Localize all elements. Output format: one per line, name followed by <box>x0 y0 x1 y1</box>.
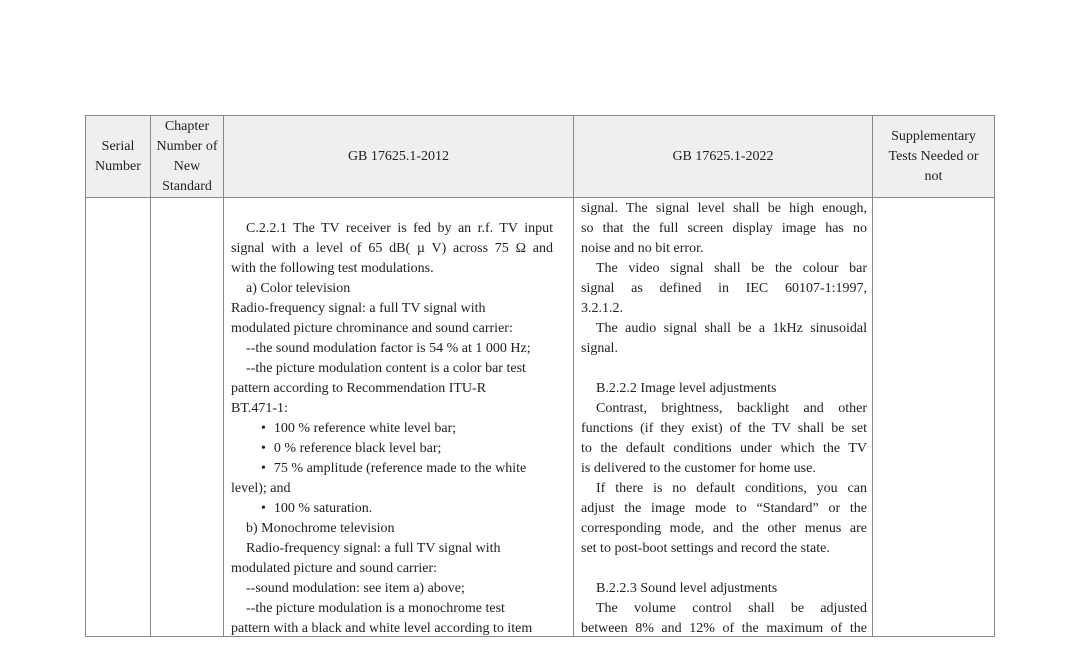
blank-line <box>581 359 867 379</box>
header-gb-2012: GB 17625.1-2012 <box>224 116 573 197</box>
header-chapter-number: Chapter Number of New Standard <box>151 116 223 197</box>
text-line: with the following test modulations. <box>231 261 434 276</box>
text-line: signal. The signal level shall be high enough, <box>581 201 867 216</box>
text-line: b) Monochrome television <box>246 521 395 536</box>
text-line: modulated picture chrominance and sound carrier: <box>231 321 513 336</box>
header-divider <box>86 197 994 198</box>
section-heading: B.2.2.2 Image level adjustments <box>596 381 777 396</box>
text-line: --the picture modulation is a monochrome test <box>246 601 505 616</box>
text-line: between 8% and 12% of the maximum of the <box>581 621 867 636</box>
bullet-item: • 75 % amplitude (reference made to the white <box>231 459 553 479</box>
text-line: signal. <box>581 341 618 356</box>
text-line: a) Color television <box>246 281 351 296</box>
text-line: pattern according to Recommendation ITU-R <box>231 381 487 396</box>
text-line: The audio signal shall be a 1kHz sinusoidal <box>596 321 867 336</box>
column-divider <box>150 116 151 636</box>
text-line: is delivered to the customer for home use. <box>581 461 816 476</box>
column-divider <box>872 116 873 636</box>
blank-line <box>581 559 867 579</box>
text-line: Contrast, brightness, backlight and other <box>596 401 867 416</box>
column-divider <box>573 116 574 636</box>
text-line: to the default conditions under which the TV <box>581 441 867 456</box>
comparison-table <box>85 115 995 637</box>
text-line: If there is no default conditions, you can <box>596 481 867 496</box>
text-line: 3.2.1.2. <box>581 301 623 316</box>
text-line: pattern with a black and white level according to item <box>231 621 533 636</box>
gb-2022-cell <box>581 199 867 639</box>
bullet-item: • 0 % reference black level bar; <box>231 439 553 459</box>
bullet-item: • 100 % reference white level bar; <box>231 419 553 439</box>
column-divider <box>223 116 224 636</box>
bullet-item: • 100 % saturation. <box>231 499 553 519</box>
text-line: so that the full screen display image has no <box>581 221 867 236</box>
text-line: --the picture modulation content is a color bar test <box>246 361 526 376</box>
text-line: C.2.2.1 The TV receiver is fed by an r.f. TV input <box>246 221 553 236</box>
text-line: signal as defined in IEC 60107-1:1997, <box>581 281 867 296</box>
text-line: --sound modulation: see item a) above; <box>246 581 465 596</box>
text-line: signal with a level of 65 dB( µ V) across 75 Ω and <box>231 241 553 256</box>
header-serial-number: Serial Number <box>86 116 150 197</box>
text-line: corresponding mode, and the other menus are <box>581 521 867 536</box>
text-line: BT.471-1: <box>231 401 288 416</box>
text-line: The video signal shall be the colour bar <box>596 261 867 276</box>
text-line: The volume control shall be adjusted <box>596 601 867 616</box>
text-line: Radio-frequency signal: a full TV signal with <box>231 301 486 316</box>
text-line: functions (if they exist) of the TV shall be set <box>581 421 867 436</box>
text-line: noise and no bit error. <box>581 241 704 256</box>
text-line: Radio-frequency signal: a full TV signal with <box>246 541 501 556</box>
header-supplementary-tests: Supplementary Tests Needed or not <box>873 116 994 197</box>
text-line: set to post-boot settings and record the state. <box>581 541 830 556</box>
text-line: adjust the image mode to “Standard” or the <box>581 501 867 516</box>
text-line: --the sound modulation factor is 54 % at 1 000 Hz; <box>246 341 531 356</box>
header-gb-2022: GB 17625.1-2022 <box>574 116 872 197</box>
gb-2012-cell <box>231 219 553 639</box>
text-line: level); and <box>231 481 291 496</box>
text-line: modulated picture and sound carrier: <box>231 561 438 576</box>
section-heading: B.2.2.3 Sound level adjustments <box>596 581 778 596</box>
